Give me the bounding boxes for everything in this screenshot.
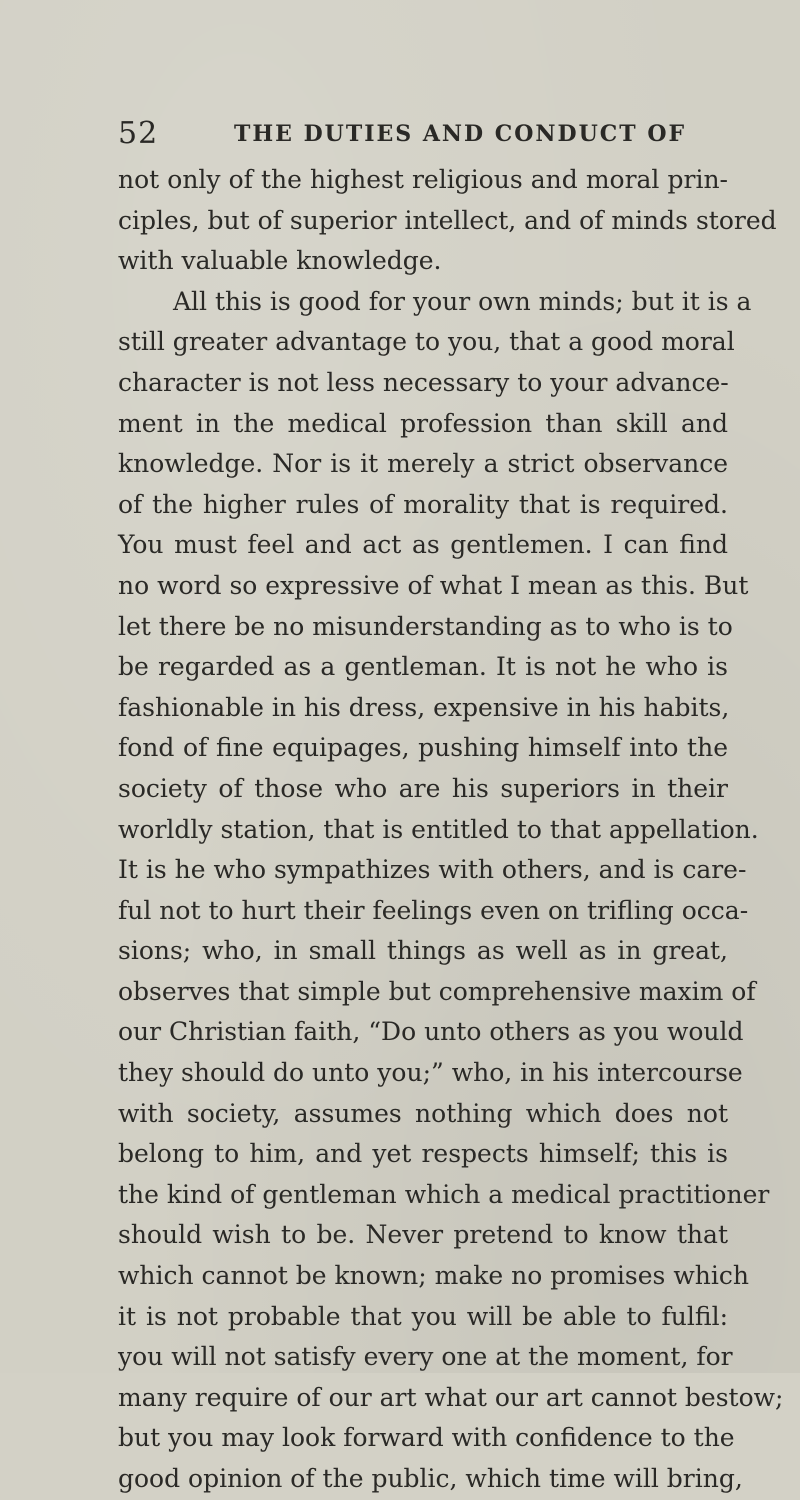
- body-text: [118, 160, 784, 1500]
- text-line: the kind of gentleman which a medical practitioner: [118, 1179, 770, 1209]
- text-line: they should do unto you;” who, in his intercourse: [118, 1058, 743, 1088]
- text-line: be regarded as a gentleman. It is not he who is: [118, 652, 728, 682]
- text-line: not only of the highest religious and moral prin-: [118, 165, 728, 194]
- text-line: fashionable in his dress, expensive in his habits,: [118, 692, 730, 722]
- text-line: worldly station, that is entitled to that appellation.: [118, 814, 759, 844]
- text-line: belong to him, and yet respects himself; this is: [118, 1139, 728, 1169]
- text-line: character is not less necessary to your advance-: [118, 367, 729, 397]
- page-number: 52: [118, 116, 159, 151]
- text-line: ment in the medical profession than skill and: [118, 408, 728, 438]
- text-line: our Christian faith, “Do unto others as you would: [118, 1017, 744, 1047]
- text-line: still greater advantage to you, that a good moral: [118, 327, 735, 357]
- running-head: THE DUTIES AND CONDUCT OF: [234, 121, 687, 147]
- text-line: with valuable knowledge.: [118, 246, 442, 276]
- text-line: society of those who are his superiors in their: [118, 773, 728, 803]
- text-line: All this is good for your own minds; but it is a: [173, 286, 752, 316]
- text-line: sions; who, in small things as well as in great,: [118, 936, 728, 966]
- text-line: of the higher rules of morality that is required.: [118, 489, 728, 519]
- text-line: good opinion of the public, which time will bring,: [118, 1464, 743, 1493]
- page-header: [118, 114, 728, 154]
- text-line: which cannot be known; make no promises which: [118, 1261, 749, 1291]
- text-line: ciples, but of superior intellect, and of minds stored: [118, 205, 777, 235]
- text-line: ful not to hurt their feelings even on trifling occa-: [118, 895, 749, 925]
- text-line: knowledge. Nor is it merely a strict observance: [118, 449, 728, 479]
- text-line: It is he who sympathizes with others, and is care-: [118, 855, 747, 885]
- text-line: let there be no misunderstanding as to who is to: [118, 611, 733, 641]
- text-line: many require of our art what our art cannot bestow;: [118, 1382, 784, 1412]
- text-line: should wish to be. Never pretend to know that: [118, 1220, 728, 1250]
- text-line: You must feel and act as gentlemen. I can find: [118, 530, 728, 560]
- text-line: you will not satisfy every one at the moment, for: [118, 1342, 733, 1372]
- text-line: but you may look forward with confidence to the: [118, 1423, 735, 1453]
- text-line: observes that simple but comprehensive maxim of: [118, 976, 756, 1006]
- text-line: no word so expressive of what I mean as this. But: [118, 570, 749, 600]
- text-line: fond of fine equipages, pushing himself into the: [118, 733, 728, 763]
- text-line: it is not probable that you will be able to fulfil:: [118, 1301, 728, 1331]
- text-line: with society, assumes nothing which does not: [118, 1098, 728, 1128]
